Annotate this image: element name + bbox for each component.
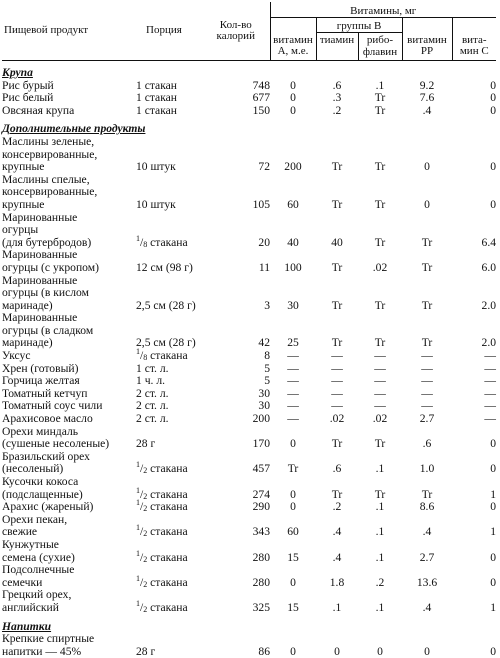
kcal-value: 677	[252, 91, 270, 105]
vit-c-value: 0	[490, 437, 497, 451]
fraction-denominator: 8	[143, 239, 148, 249]
fraction-denominator: 2	[143, 491, 148, 501]
table-row	[2, 426, 496, 451]
fraction-denominator: 2	[143, 466, 148, 476]
riboflavin-value: —	[374, 374, 386, 388]
portion-unit: стакана	[147, 600, 188, 614]
fraction-denominator: 8	[143, 353, 148, 363]
portion: 2 ст. л.	[136, 412, 169, 426]
vit-a-value: 0	[290, 103, 296, 117]
portion: 2,5 см (28 г)	[136, 336, 196, 350]
portion: 1 стакан	[136, 103, 178, 117]
riboflavin-value: .1	[375, 78, 385, 92]
fraction-numerator: 1	[136, 347, 140, 357]
thiamin-value: .3	[332, 91, 342, 105]
section-title	[2, 61, 496, 80]
thiamin-value: .02	[329, 412, 345, 426]
fraction-numerator: 1	[136, 498, 140, 508]
table-row	[2, 633, 496, 658]
vit-a-value: 0	[290, 500, 296, 514]
vit-c-value: —	[484, 374, 497, 388]
kcal-value: 5	[264, 361, 270, 375]
vit-pp-value: —	[421, 374, 433, 388]
kcal-value: 748	[252, 78, 270, 92]
product-name: Арахисовое масло	[2, 412, 93, 426]
portion: 10 штук	[136, 160, 176, 174]
header-product: Пищевой продукт	[2, 2, 136, 61]
vit-pp-value: —	[421, 361, 433, 375]
product-name: Кусочки кокоса (подслащенные)	[2, 475, 83, 501]
vit-c-value: 1	[490, 600, 497, 614]
vit-a-value: 60	[287, 197, 299, 211]
thiamin-value: Tr	[331, 298, 343, 312]
thiamin-value: Tr	[331, 197, 343, 211]
portion-fraction: $^1/_8$	[136, 233, 148, 249]
kcal-value: 280	[252, 575, 270, 589]
kcal-value: 42	[258, 336, 270, 350]
portion	[136, 539, 202, 564]
fraction-denominator: 2	[143, 504, 148, 514]
portion-unit: стакана	[147, 525, 188, 539]
product-name: Подсолнечные семечки	[2, 563, 75, 589]
kcal-value: 86	[258, 644, 270, 658]
vit-c-value: —	[484, 349, 497, 363]
portion: 1 стакан	[136, 78, 178, 92]
portion-unit: стакана	[147, 550, 188, 564]
portion: 1 стакан	[136, 91, 178, 105]
header-portion: Порция	[136, 2, 202, 61]
fraction-numerator: 1	[136, 573, 140, 583]
vit-a-value: 100	[284, 260, 302, 274]
kcal-value: 30	[258, 386, 270, 400]
vit-c-value: —	[484, 361, 497, 375]
thiamin-value: —	[331, 386, 343, 400]
section-header	[2, 61, 496, 80]
vit-a-value: 15	[287, 550, 299, 564]
kcal-value: 170	[252, 437, 270, 451]
riboflavin-value: Tr	[374, 197, 386, 211]
header-vit-c: вита- мин С	[452, 33, 496, 61]
thiamin-value: .1	[332, 600, 342, 614]
table-row	[2, 275, 496, 313]
portion-fraction: $^1/_2$	[136, 573, 148, 589]
fraction-numerator: 1	[136, 548, 140, 558]
kcal-value: 8	[264, 349, 270, 363]
table-row	[2, 539, 496, 564]
riboflavin-value: .1	[375, 462, 385, 476]
product-name: Арахис (жареный)	[2, 500, 94, 514]
riboflavin-value: —	[374, 386, 386, 400]
kcal-value: 290	[252, 500, 270, 514]
thiamin-value: Tr	[331, 487, 343, 501]
vit-pp-value: 0	[424, 644, 430, 658]
product-name: Орехи пекан, свежие	[2, 512, 68, 539]
portion	[136, 514, 202, 539]
header-vitamins: Витамины, мг	[270, 2, 496, 18]
vit-c-value: 1	[490, 525, 497, 539]
header-group-b: группы В	[316, 18, 402, 33]
table-body	[2, 61, 496, 658]
vit-pp-value: 8.6	[419, 500, 435, 514]
vit-pp-value: —	[421, 399, 433, 413]
portion	[136, 476, 202, 501]
portion-fraction: $^1/_2$	[136, 598, 148, 614]
table-header	[2, 2, 496, 61]
riboflavin-value: Tr	[374, 103, 386, 117]
fraction-numerator: 1	[136, 233, 140, 243]
thiamin-value: —	[331, 361, 343, 375]
portion	[136, 498, 202, 514]
vit-a-value: —	[287, 374, 299, 388]
table-row	[2, 514, 496, 539]
table-row	[2, 350, 496, 363]
riboflavin-value: Tr	[374, 298, 386, 312]
vit-pp-value: Tr	[421, 260, 433, 274]
vit-a-value: —	[287, 349, 299, 363]
vit-a-value: —	[287, 412, 299, 426]
vit-c-value: 0	[490, 462, 497, 476]
product-name: Маслины спелые, консервированные, крупные	[2, 172, 98, 211]
kcal-value: 274	[252, 487, 270, 501]
portion-fraction: $^1/_2$	[136, 548, 148, 564]
product-name: Маринованные огурцы (для бутербродов)	[2, 210, 92, 249]
fraction-numerator: 1	[136, 598, 140, 608]
thiamin-value: .6	[332, 78, 342, 92]
riboflavin-value: .2	[375, 575, 385, 589]
vit-a-value: 0	[290, 437, 296, 451]
product-name: Грецкий орех, английский	[2, 588, 72, 614]
section-title-text: Крупа	[2, 66, 33, 79]
thiamin-value: —	[331, 349, 343, 363]
vit-c-value: 0	[490, 78, 497, 92]
vit-c-value: —	[484, 386, 497, 400]
portion: 28 г	[136, 437, 156, 451]
thiamin-value: —	[331, 374, 343, 388]
vit-pp-value: .4	[422, 600, 432, 614]
portion	[136, 564, 202, 589]
vit-pp-value: .4	[422, 103, 432, 117]
vit-pp-value: 9.2	[419, 78, 435, 92]
portion	[136, 212, 202, 250]
vit-pp-value: 1.0	[419, 462, 435, 476]
vit-c-value: 1	[490, 487, 497, 501]
portion: 10 штук	[136, 197, 176, 211]
vit-pp-value: .4	[422, 525, 432, 539]
table-row	[2, 312, 496, 350]
fraction-denominator: 2	[143, 579, 148, 589]
kcal-value: 150	[252, 103, 270, 117]
vit-pp-value: 13.6	[416, 575, 438, 589]
section-title	[2, 615, 496, 634]
table-row	[2, 589, 496, 614]
portion	[136, 589, 202, 614]
fraction-denominator: 2	[143, 604, 148, 614]
thiamin-value: .2	[332, 103, 342, 117]
vit-a-value: 15	[287, 600, 299, 614]
fraction-denominator: 2	[143, 529, 148, 539]
vit-a-value: 25	[287, 336, 299, 350]
riboflavin-value: —	[374, 349, 386, 363]
vit-c-value: 0	[490, 91, 497, 105]
table-row	[2, 92, 496, 105]
vit-pp-value: 0	[424, 160, 430, 174]
vit-c-value: 0	[490, 500, 497, 514]
thiamin-value: Tr	[331, 336, 343, 350]
product-name: Маринованные огурцы (в сладком маринаде)	[2, 311, 94, 350]
table-row	[2, 413, 496, 426]
vit-a-value: 0	[290, 78, 296, 92]
riboflavin-value: .02	[372, 412, 388, 426]
thiamin-value: Tr	[331, 260, 343, 274]
product-name: Рис белый	[2, 91, 54, 105]
portion-fraction: $^1/_2$	[136, 523, 148, 539]
table-row	[2, 136, 496, 174]
riboflavin-value: —	[374, 361, 386, 375]
kcal-value: 325	[252, 600, 270, 614]
portion: 2 ст. л.	[136, 399, 169, 413]
vit-pp-value: —	[421, 386, 433, 400]
table-row	[2, 174, 496, 212]
kcal-value: 5	[264, 374, 270, 388]
vitamin-table	[2, 2, 496, 658]
portion: 28 г	[136, 644, 156, 658]
thiamin-value: 40	[331, 235, 343, 249]
riboflavin-value: .1	[375, 600, 385, 614]
portion	[136, 347, 202, 363]
table-row	[2, 451, 496, 476]
portion-unit: стакана	[147, 487, 188, 501]
vit-a-value: 0	[290, 575, 296, 589]
product-name: Томатный соус чили	[2, 399, 103, 413]
vit-c-value: 0	[490, 197, 497, 211]
portion: 2 ст. л.	[136, 386, 169, 400]
riboflavin-value: Tr	[374, 160, 386, 174]
portion-fraction: $^1/_2$	[136, 460, 148, 476]
riboflavin-value: Tr	[374, 336, 386, 350]
header-kcal: Кол-во калорий	[202, 2, 270, 61]
thiamin-value: .2	[332, 500, 342, 514]
product-name: Горчица желтая	[2, 374, 80, 388]
table-row	[2, 105, 496, 118]
vit-a-value: 40	[287, 235, 299, 249]
table-row	[2, 476, 496, 501]
kcal-value: 20	[258, 235, 270, 249]
riboflavin-value: Tr	[374, 437, 386, 451]
thiamin-value: 0	[334, 644, 340, 658]
product-name: Маринованные огурцы (с укропом)	[2, 248, 99, 274]
riboflavin-value: .1	[375, 550, 385, 564]
vit-pp-value: .6	[422, 437, 432, 451]
portion-unit: стакана	[147, 462, 188, 476]
thiamin-value: Tr	[331, 160, 343, 174]
riboflavin-value: .1	[375, 500, 385, 514]
product-name: Крепкие спиртные напитки — 45%	[2, 632, 95, 658]
portion-unit: стакана	[147, 349, 188, 363]
vit-c-value: 6.0	[481, 260, 497, 274]
kcal-value: 30	[258, 399, 270, 413]
product-name: Овсяная крупа	[2, 103, 75, 117]
table-row	[2, 249, 496, 274]
kcal-value: 457	[252, 462, 270, 476]
kcal-value: 343	[252, 525, 270, 539]
kcal-value: 200	[252, 412, 270, 426]
header-thiamin: тиамин	[316, 33, 358, 61]
portion-fraction: $^1/_2$	[136, 485, 148, 501]
riboflavin-value: .02	[372, 260, 388, 274]
section-title-text: Напитки	[2, 619, 52, 633]
product-name: Рис бурый	[2, 78, 54, 92]
vit-pp-value: 0	[424, 197, 430, 211]
header-vit-pp: витамин РР	[402, 33, 452, 61]
product-name: Бразильский орех (несоленый)	[2, 449, 90, 476]
product-name: Томатный кетчуп	[2, 386, 88, 400]
riboflavin-value: Tr	[374, 91, 386, 105]
kcal-value: 11	[258, 260, 270, 274]
thiamin-value: .4	[332, 525, 342, 539]
vit-pp-value: Tr	[421, 336, 433, 350]
section-header	[2, 117, 496, 136]
portion-fraction: $^1/_8$	[136, 347, 148, 363]
table-row	[2, 501, 496, 514]
vit-a-value: Tr	[287, 462, 299, 476]
portion: 1 ст. л.	[136, 361, 169, 375]
vit-a-value: 0	[290, 487, 296, 501]
portion	[136, 451, 202, 476]
table-row	[2, 564, 496, 589]
fraction-numerator: 1	[136, 460, 140, 470]
vit-c-value: 2.0	[481, 298, 497, 312]
riboflavin-value: 0	[377, 644, 383, 658]
portion: 1 ч. л.	[136, 374, 166, 388]
product-name: Кунжутные семена (сухие)	[2, 537, 75, 564]
vit-c-value: 0	[490, 160, 497, 174]
vit-c-value: 0	[490, 103, 497, 117]
vit-c-value: —	[484, 399, 497, 413]
section-header	[2, 615, 496, 634]
vit-c-value: 0	[490, 575, 497, 589]
kcal-value: 105	[252, 197, 270, 211]
header-vit-a: витамин А, м.е.	[270, 33, 316, 61]
vit-pp-value: —	[421, 349, 433, 363]
riboflavin-value: Tr	[374, 235, 386, 249]
vit-c-value: 0	[490, 550, 497, 564]
vit-a-value: —	[287, 361, 299, 375]
riboflavin-value: Tr	[374, 487, 386, 501]
kcal-value: 280	[252, 550, 270, 564]
vit-c-value: 2.0	[481, 336, 497, 350]
thiamin-value: .4	[332, 550, 342, 564]
thiamin-value: Tr	[331, 437, 343, 451]
vit-a-value: 60	[287, 525, 299, 539]
product-name: Маринованные огурцы (в кислом маринаде)	[2, 273, 89, 312]
vit-pp-value: Tr	[421, 235, 433, 249]
product-name: Уксус	[2, 349, 31, 363]
vit-pp-value: Tr	[421, 298, 433, 312]
riboflavin-value: —	[374, 399, 386, 413]
fraction-numerator: 1	[136, 523, 140, 533]
riboflavin-value: .1	[375, 525, 385, 539]
thiamin-value: 1.8	[329, 575, 345, 589]
kcal-value: 3	[264, 298, 270, 312]
vit-a-value: 200	[284, 160, 302, 174]
fraction-denominator: 2	[143, 554, 148, 564]
product-name: Маслины зеленые, консервированные, крупные	[2, 134, 98, 174]
header-riboflavin: рибо- флавин	[358, 33, 402, 61]
portion: 12 см (98 г)	[136, 260, 193, 274]
table-row	[2, 375, 496, 388]
product-name: Хрен (готовый)	[2, 361, 79, 375]
vit-c-value: —	[484, 412, 497, 426]
portion-unit: стакана	[147, 235, 188, 249]
fraction-numerator: 1	[136, 485, 140, 495]
vit-pp-value: 2.7	[419, 412, 435, 426]
vit-c-value: 0	[490, 644, 497, 658]
vit-a-value: —	[287, 399, 299, 413]
thiamin-value: —	[331, 399, 343, 413]
vit-a-value: 0	[290, 91, 296, 105]
vit-pp-value: 7.6	[419, 91, 435, 105]
product-name: Орехи миндаль (сушеные несоленые)	[2, 424, 110, 451]
portion: 2,5 см (28 г)	[136, 298, 196, 312]
vit-a-value: 30	[287, 298, 299, 312]
kcal-value: 72	[258, 160, 270, 174]
thiamin-value: .6	[332, 462, 342, 476]
vit-a-value: 0	[290, 644, 296, 658]
portion-fraction: $^1/_2$	[136, 498, 148, 514]
table-row	[2, 212, 496, 250]
portion-unit: стакана	[147, 575, 188, 589]
vit-a-value: —	[287, 386, 299, 400]
vit-pp-value: 2.7	[419, 550, 435, 564]
portion-unit: стакана	[147, 500, 188, 514]
section-title	[2, 117, 496, 136]
vit-pp-value: Tr	[421, 487, 433, 501]
section-title-text: Дополнительные продукты	[2, 122, 146, 136]
vit-c-value: 6.4	[481, 235, 497, 249]
